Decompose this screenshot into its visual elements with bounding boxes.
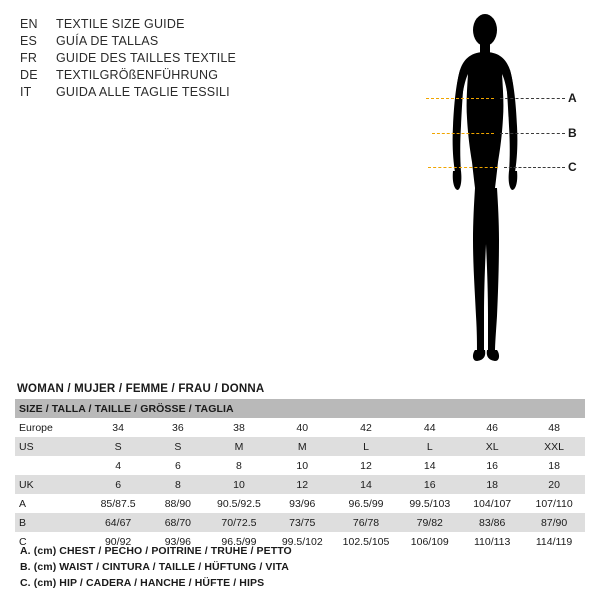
language-row [20, 16, 320, 33]
cell: 16 [398, 475, 461, 494]
cell: 34 [88, 418, 149, 437]
legend-row-hip: C. (cm) HIP / CADERA / HANCHE / HÜFTE / HIPS [20, 577, 265, 589]
table-row [15, 437, 585, 456]
table-row [15, 418, 585, 437]
cell: 87/90 [523, 513, 585, 532]
cell: 102.5/105 [334, 532, 399, 551]
cell: 96.5/99 [334, 494, 399, 513]
language-code: IT [20, 85, 32, 99]
language-code: ES [20, 34, 38, 48]
cell: 38 [207, 418, 271, 437]
cell: S [149, 437, 207, 456]
cell: 83/86 [461, 513, 523, 532]
language-text: GUÍA DE TALLAS [56, 34, 159, 48]
cell: 93/96 [149, 532, 207, 551]
language-row [20, 50, 320, 67]
cell: 68/70 [149, 513, 207, 532]
body-measurement-figure [420, 8, 590, 373]
hip-measure-leader [504, 167, 565, 168]
cell: 85/87.5 [88, 494, 149, 513]
language-list [20, 16, 320, 101]
row-label: UK [15, 475, 88, 494]
cell: 73/75 [271, 513, 334, 532]
cell: 76/78 [334, 513, 399, 532]
female-silhouette-icon [420, 8, 590, 373]
cell: 90/92 [88, 532, 149, 551]
cell: 12 [271, 475, 334, 494]
waist-measure-line [432, 133, 494, 134]
cell: 106/109 [398, 532, 461, 551]
cell: 110/113 [461, 532, 523, 551]
table-row [15, 475, 585, 494]
cell: 14 [334, 475, 399, 494]
row-label [15, 456, 88, 475]
language-text: TEXTILE SIZE GUIDE [56, 17, 185, 31]
legend-row-chest: A. (cm) CHEST / PECHO / POITRINE / TRUHE / PETTO [20, 545, 292, 557]
cell: 79/82 [398, 513, 461, 532]
cell: 64/67 [88, 513, 149, 532]
row-label: Europe [15, 418, 88, 437]
chest-measure-leader [500, 98, 565, 99]
table-header-label: SIZE / TALLA / TAILLE / GRÖSSE / TAGLIA [15, 399, 585, 418]
row-label: B [15, 513, 88, 532]
waist-measure-leader [500, 133, 565, 134]
language-code: FR [20, 51, 38, 65]
cell: L [398, 437, 461, 456]
cell: 14 [398, 456, 461, 475]
cell: 12 [334, 456, 399, 475]
cell: 107/110 [523, 494, 585, 513]
table-header-row [15, 399, 585, 418]
cell: S [88, 437, 149, 456]
cell: 36 [149, 418, 207, 437]
size-table-block [15, 383, 585, 551]
cell: 42 [334, 418, 399, 437]
cell: 40 [271, 418, 334, 437]
row-label: C [15, 532, 88, 551]
table-row [15, 494, 585, 513]
language-text: GUIDE DES TAILLES TEXTILE [56, 51, 237, 65]
measurement-legend [20, 543, 440, 591]
cell: 18 [523, 456, 585, 475]
language-text: TEXTILGRÖßENFÜHRUNG [56, 68, 219, 82]
cell: 104/107 [461, 494, 523, 513]
hip-measure-label: C [568, 160, 577, 174]
table-row [15, 456, 585, 475]
language-row [20, 33, 320, 50]
table-group-title: WOMAN / MUJER / FEMME / FRAU / DONNA [17, 383, 265, 395]
cell: XL [461, 437, 523, 456]
cell: 90.5/92.5 [207, 494, 271, 513]
cell: 16 [461, 456, 523, 475]
cell: 48 [523, 418, 585, 437]
cell: 4 [88, 456, 149, 475]
row-label: US [15, 437, 88, 456]
cell: 46 [461, 418, 523, 437]
cell: 44 [398, 418, 461, 437]
language-code: EN [20, 17, 38, 31]
cell: 8 [207, 456, 271, 475]
cell: L [334, 437, 399, 456]
row-label: A [15, 494, 88, 513]
cell: 18 [461, 475, 523, 494]
chest-measure-line [426, 98, 494, 99]
cell: 10 [207, 475, 271, 494]
cell: 6 [88, 475, 149, 494]
cell: 114/119 [523, 532, 585, 551]
chest-measure-label: A [568, 91, 577, 105]
cell: 99.5/102 [271, 532, 334, 551]
cell: 8 [149, 475, 207, 494]
size-table [15, 399, 585, 551]
cell: 99.5/103 [398, 494, 461, 513]
language-text: GUIDA ALLE TAGLIE TESSILI [56, 85, 230, 99]
language-code: DE [20, 68, 38, 82]
language-row [20, 67, 320, 84]
cell: M [271, 437, 334, 456]
language-row [20, 84, 320, 101]
cell: 93/96 [271, 494, 334, 513]
cell: 10 [271, 456, 334, 475]
waist-measure-label: B [568, 126, 577, 140]
cell: 96.5/99 [207, 532, 271, 551]
cell: 70/72.5 [207, 513, 271, 532]
cell: M [207, 437, 271, 456]
legend-row-waist: B. (cm) WAIST / CINTURA / TAILLE / HÜFTUNG / VITA [20, 561, 289, 573]
cell: XXL [523, 437, 585, 456]
table-row [15, 513, 585, 532]
cell: 6 [149, 456, 207, 475]
cell: 88/90 [149, 494, 207, 513]
cell: 20 [523, 475, 585, 494]
hip-measure-line [428, 167, 498, 168]
